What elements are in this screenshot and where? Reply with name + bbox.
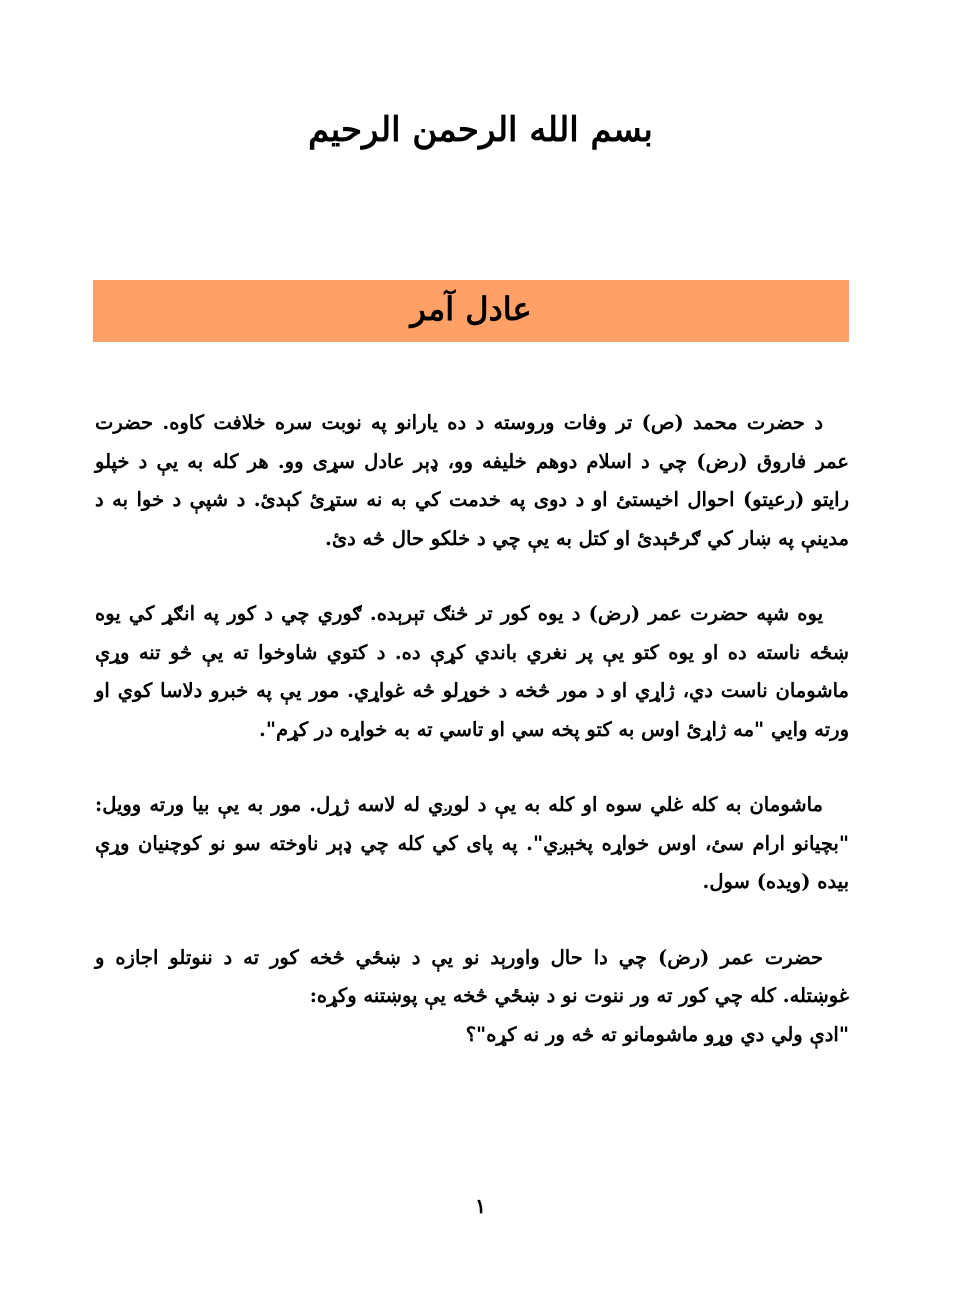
story-body [95,404,849,1054]
quote-line: "ادې ولي دي وړو ماشومانو ته څه ور نه کړه"؟ [465,1022,849,1046]
bismillah-heading: بسم الله الرحمن الرحيم [308,110,653,150]
paragraph-2: يوه شپه حضرت عمر (رض) د يوه کور تر څنګ تېرېده. ګوري چي د کور په انګړ کي يوه ښځه ناسته ده او يوه کتو يې پر نغري باندي کړې ده. د کتوي شاوخوا ته يې څو تنه وړې ماشومان ناست دي، ژاړي او د مور څخه د خوړلو څه غواړي. مور يې په خبرو دلاسا کوي او ورته وايي "مه ژاړئ اوس به کتو پخه سي او تاسي ته به خواړه در کړم". [95,602,849,741]
page-number: ١ [475,1194,486,1218]
story-title: عادل آمر [93,280,849,342]
paragraph-4-text: حضرت عمر (رض) چي دا حال واورېد نو يې د ښځي څخه کور ته د ننوتلو اجازه و غوښتله. کله چي کور ته ور ننوت نو د ښځي څخه يې پوښتنه وکړه: [95,945,849,1007]
paragraph-1: د حضرت محمد (ص) تر وفات وروسته د ده يارانو په نوبت سره خلافت کاوه. حضرت عمر فاروق (رض) چي د اسلام دوهم خليفه وو، ډېر عادل سړى وو. هر کله به يې د خپلو رايتو (رعيتو) احوال اخيستئ او د دوى په خدمت کي به نه ستړئ کېدئ. د شپې د خوا به د مدينې په ښار کي ګرځېدئ او کتل به يې چي د خلکو حال څه دئ. [95,411,849,550]
paragraph-4 [95,939,849,1055]
paragraph-3: ماشومان به کله غلي سوه او کله به يې د لوږي له لاسه ژړل. مور به يې بيا ورته وويل: "بچيانو ارام سئ، اوس خواړه پخېږي". په پاى کي کله چي ډېر ناوخته سو نو کوچنيان وړې بيده (ويده) سول. [95,793,849,893]
